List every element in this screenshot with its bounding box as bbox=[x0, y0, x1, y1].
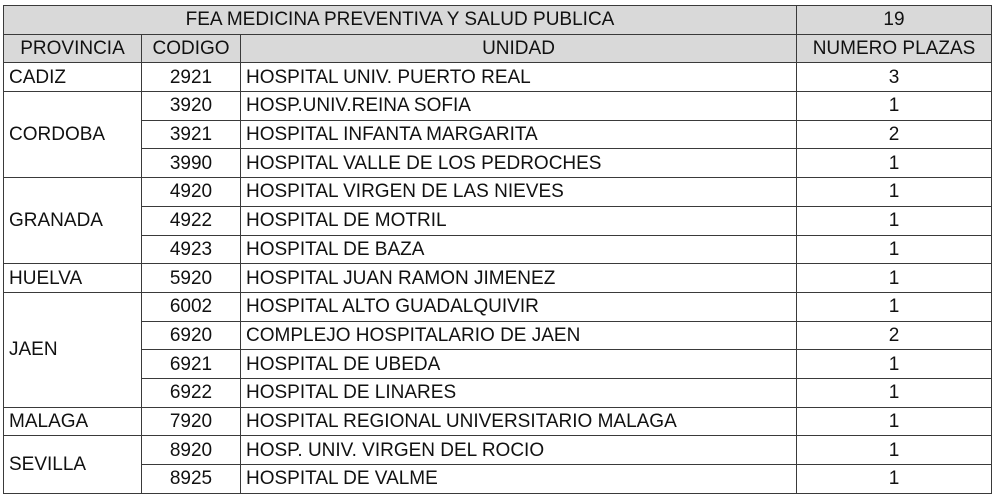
table-row bbox=[4, 350, 992, 379]
plazas-cell: 3 bbox=[797, 63, 992, 92]
table-row bbox=[4, 120, 992, 149]
plazas-cell: 1 bbox=[797, 407, 992, 436]
header-codigo: CODIGO bbox=[142, 34, 241, 63]
codigo-cell: 4920 bbox=[142, 178, 241, 207]
provincia-cell: JAEN bbox=[4, 292, 142, 407]
unidad-cell: HOSPITAL ALTO GUADALQUIVIR bbox=[241, 292, 797, 321]
provincia-cell: GRANADA bbox=[4, 178, 142, 264]
codigo-cell: 8920 bbox=[142, 436, 241, 465]
codigo-cell: 7920 bbox=[142, 407, 241, 436]
unidad-cell: HOSPITAL DE MOTRIL bbox=[241, 206, 797, 235]
unidad-cell: HOSPITAL REGIONAL UNIVERSITARIO MALAGA bbox=[241, 407, 797, 436]
title-row bbox=[4, 6, 992, 35]
unidad-cell: HOSPITAL UNIV. PUERTO REAL bbox=[241, 63, 797, 92]
plazas-cell: 1 bbox=[797, 149, 992, 178]
header-row bbox=[4, 34, 992, 63]
table-title: FEA MEDICINA PREVENTIVA Y SALUD PUBLICA bbox=[4, 6, 797, 35]
table-row bbox=[4, 63, 992, 92]
unidad-cell: COMPLEJO HOSPITALARIO DE JAEN bbox=[241, 321, 797, 350]
header-unidad: UNIDAD bbox=[241, 34, 797, 63]
table-row bbox=[4, 436, 992, 465]
header-provincia: PROVINCIA bbox=[4, 34, 142, 63]
table-row bbox=[4, 178, 992, 207]
plazas-cell: 1 bbox=[797, 465, 992, 494]
provincia-cell: HUELVA bbox=[4, 264, 142, 293]
plazas-cell: 1 bbox=[797, 92, 992, 121]
provincia-cell: CADIZ bbox=[4, 63, 142, 92]
table-row bbox=[4, 92, 992, 121]
provincia-cell: SEVILLA bbox=[4, 436, 142, 493]
codigo-cell: 3921 bbox=[142, 120, 241, 149]
table-row bbox=[4, 292, 992, 321]
codigo-cell: 4922 bbox=[142, 206, 241, 235]
plazas-cell: 1 bbox=[797, 378, 992, 407]
codigo-cell: 6920 bbox=[142, 321, 241, 350]
plazas-cell: 2 bbox=[797, 120, 992, 149]
plazas-cell: 1 bbox=[797, 436, 992, 465]
table-row bbox=[4, 465, 992, 494]
unidad-cell: HOSPITAL DE LINARES bbox=[241, 378, 797, 407]
plazas-cell: 1 bbox=[797, 292, 992, 321]
table-row bbox=[4, 206, 992, 235]
codigo-cell: 6921 bbox=[142, 350, 241, 379]
codigo-cell: 2921 bbox=[142, 63, 241, 92]
table-body bbox=[4, 6, 992, 494]
plazas-cell: 2 bbox=[797, 321, 992, 350]
codigo-cell: 3920 bbox=[142, 92, 241, 121]
provincia-cell: MALAGA bbox=[4, 407, 142, 436]
unidad-cell: HOSP.UNIV.REINA SOFIA bbox=[241, 92, 797, 121]
plazas-cell: 1 bbox=[797, 235, 992, 264]
codigo-cell: 8925 bbox=[142, 465, 241, 494]
plazas-table bbox=[3, 5, 992, 494]
codigo-cell: 6922 bbox=[142, 378, 241, 407]
unidad-cell: HOSPITAL DE UBEDA bbox=[241, 350, 797, 379]
plazas-cell: 1 bbox=[797, 350, 992, 379]
table-row bbox=[4, 149, 992, 178]
plazas-cell: 1 bbox=[797, 206, 992, 235]
plazas-cell: 1 bbox=[797, 178, 992, 207]
unidad-cell: HOSPITAL INFANTA MARGARITA bbox=[241, 120, 797, 149]
table-row bbox=[4, 235, 992, 264]
plazas-cell: 1 bbox=[797, 264, 992, 293]
unidad-cell: HOSP. UNIV. VIRGEN DEL ROCIO bbox=[241, 436, 797, 465]
codigo-cell: 3990 bbox=[142, 149, 241, 178]
unidad-cell: HOSPITAL DE VALME bbox=[241, 465, 797, 494]
header-plazas: NUMERO PLAZAS bbox=[797, 34, 992, 63]
codigo-cell: 4923 bbox=[142, 235, 241, 264]
table-row bbox=[4, 378, 992, 407]
codigo-cell: 5920 bbox=[142, 264, 241, 293]
table-row bbox=[4, 321, 992, 350]
table-row bbox=[4, 407, 992, 436]
total-plazas: 19 bbox=[797, 6, 992, 35]
provincia-cell: CORDOBA bbox=[4, 92, 142, 178]
unidad-cell: HOSPITAL JUAN RAMON JIMENEZ bbox=[241, 264, 797, 293]
unidad-cell: HOSPITAL VALLE DE LOS PEDROCHES bbox=[241, 149, 797, 178]
codigo-cell: 6002 bbox=[142, 292, 241, 321]
unidad-cell: HOSPITAL VIRGEN DE LAS NIEVES bbox=[241, 178, 797, 207]
unidad-cell: HOSPITAL DE BAZA bbox=[241, 235, 797, 264]
table-row bbox=[4, 264, 992, 293]
